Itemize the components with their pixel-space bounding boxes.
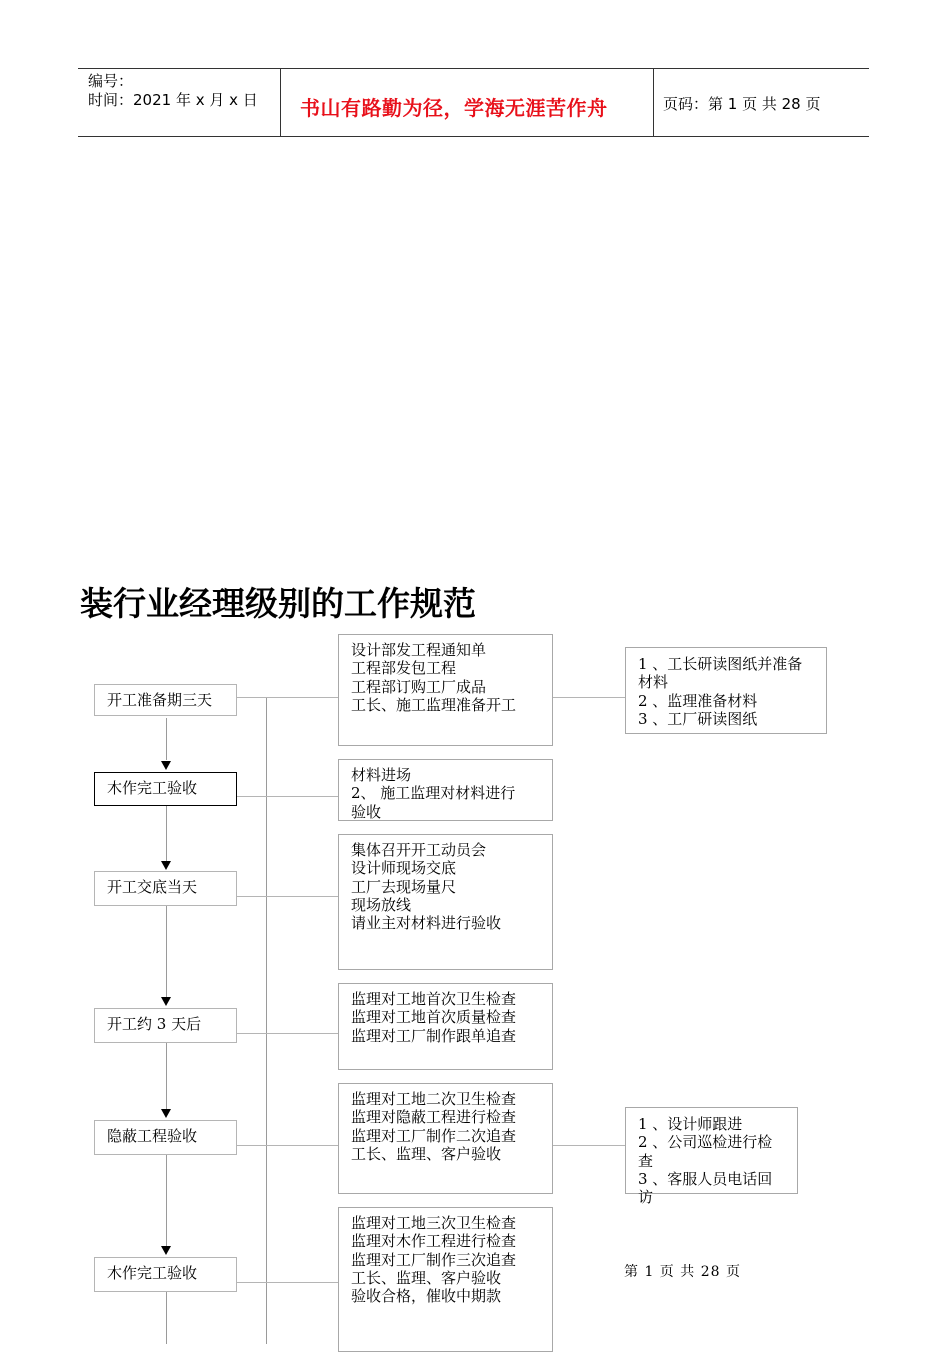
connector-stage-task-4 xyxy=(237,1033,338,1034)
task-box xyxy=(338,834,553,970)
task-box xyxy=(338,1207,553,1352)
stage-box: 隐蔽工程验收 xyxy=(94,1120,237,1155)
task-line: 监理对木作工程进行检查 xyxy=(351,1232,517,1251)
task-line: 监理对工地三次卫生检查 xyxy=(351,1214,517,1232)
serial-label: 编号： xyxy=(88,72,134,90)
arrow-down-icon xyxy=(161,997,171,1006)
note-line: 访 xyxy=(638,1188,654,1207)
task-line: 工长、监理、客户验收 xyxy=(351,1144,502,1163)
task-line: 工厂去现场量尺 xyxy=(351,877,457,896)
page-footer: 第 1 页 共 28 页 xyxy=(624,1264,741,1280)
task-line: 集体召开开工动员会 xyxy=(351,841,487,859)
connector-stage-3-4 xyxy=(166,906,167,997)
connector-stage-2-3 xyxy=(166,806,167,861)
task-line: 工长、监理、客户验收 xyxy=(351,1268,502,1287)
stage-box: 木作完工验收 xyxy=(94,772,237,806)
note-line: 3 、工厂研读图纸 xyxy=(638,709,758,728)
task-box xyxy=(338,983,553,1070)
note-line: 查 xyxy=(638,1151,654,1170)
connector-stage-6-next xyxy=(166,1292,167,1344)
task-box xyxy=(338,1083,553,1194)
connector-stage-task-6 xyxy=(237,1282,338,1283)
page-info: 页码：第 1 页 共 28 页 xyxy=(663,95,821,113)
stage-box: 开工准备期三天 xyxy=(94,684,237,716)
connector-stage-1-2 xyxy=(166,718,167,760)
task-line: 验收 xyxy=(351,802,382,821)
task-line: 验收合格，催收中期款 xyxy=(351,1287,502,1306)
connector-task-note-2 xyxy=(553,1145,625,1146)
task-line: 现场放线 xyxy=(351,895,412,914)
connector-stage-task-5 xyxy=(237,1145,338,1146)
task-line: 设计部发工程通知单 xyxy=(351,641,487,659)
task-line: 请业主对材料进行验收 xyxy=(351,914,502,933)
task-box xyxy=(338,634,553,746)
connector-stage-task-2 xyxy=(237,796,338,797)
task-line: 监理对工地二次卫生检查 xyxy=(351,1090,517,1108)
note-box xyxy=(625,647,827,734)
stage-box: 开工约 3 天后 xyxy=(94,1008,237,1043)
connector-task-note-1 xyxy=(553,697,625,698)
stage-box: 开工交底当天 xyxy=(94,871,237,906)
document-title: 装行业经理级别的工作规范 xyxy=(80,584,476,623)
connector-stage-task-1 xyxy=(237,697,338,698)
task-line: 监理对工厂制作二次追查 xyxy=(351,1126,517,1145)
arrow-down-icon xyxy=(161,1246,171,1255)
note-line: 1 、设计师跟进 xyxy=(638,1115,743,1133)
connector-spine xyxy=(266,697,267,1344)
task-box xyxy=(338,759,553,821)
task-line: 2、 施工监理对材料进行 xyxy=(351,784,516,803)
stage-box: 木作完工验收 xyxy=(94,1257,237,1292)
note-line: 3 、客服人员电话回 xyxy=(638,1169,773,1188)
note-line: 2 、监理准备材料 xyxy=(638,691,758,710)
task-line: 工程部发包工程 xyxy=(351,659,457,678)
task-line: 监理对工地首次卫生检查 xyxy=(351,990,517,1008)
note-line: 1 、工长研读图纸并准备 xyxy=(638,655,803,673)
connector-stage-4-5 xyxy=(166,1043,167,1109)
task-line: 监理对工地首次质量检查 xyxy=(351,1008,517,1027)
arrow-down-icon xyxy=(161,861,171,870)
arrow-down-icon xyxy=(161,1109,171,1118)
task-line: 材料进场 xyxy=(351,766,412,784)
task-line: 监理对工厂制作三次追查 xyxy=(351,1250,517,1269)
task-line: 工长、施工监理准备开工 xyxy=(351,695,517,714)
date-label: 时间：2021 年 x 月 x 日 xyxy=(88,91,258,109)
note-line: 材料 xyxy=(638,673,669,692)
header-motto: 书山有路勤为径，学海无涯苦作舟 xyxy=(300,96,608,120)
connector-stage-task-3 xyxy=(237,896,338,897)
task-line: 设计师现场交底 xyxy=(351,859,457,878)
arrow-down-icon xyxy=(161,761,171,770)
note-box xyxy=(625,1107,798,1207)
connector-stage-5-6 xyxy=(166,1155,167,1246)
note-line: 2 、公司巡检进行检 xyxy=(638,1133,773,1152)
task-line: 监理对工厂制作跟单追查 xyxy=(351,1026,517,1045)
task-line: 监理对隐蔽工程进行检查 xyxy=(351,1108,517,1127)
task-line: 工程部订购工厂成品 xyxy=(351,677,487,696)
